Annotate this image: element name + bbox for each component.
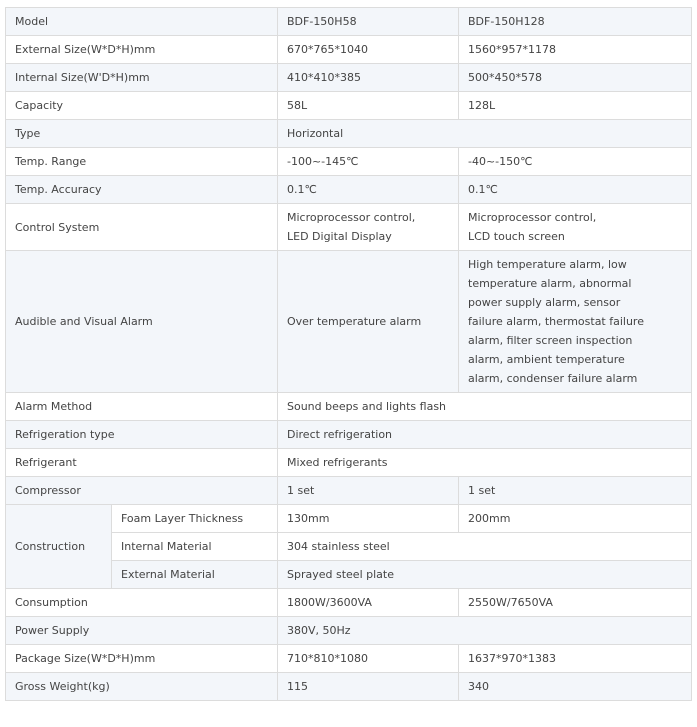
spec-label: Refrigerant: [6, 449, 278, 477]
spec-value-h58: -100~-145℃: [278, 148, 459, 176]
spec-value-h128: -40~-150℃: [459, 148, 692, 176]
spec-value-h58: 115: [278, 673, 459, 701]
spec-value-h58: 130mm: [278, 505, 459, 533]
spec-label: Control System: [6, 204, 278, 251]
spec-row-power-supply: [6, 617, 692, 645]
value-line: Microprocessor control,: [468, 211, 597, 224]
spec-value-h58: 1 set: [278, 477, 459, 505]
spec-value-h58: [278, 204, 459, 251]
spec-sublabel: External Material: [112, 561, 278, 589]
spec-value-shared: Direct refrigeration: [278, 421, 692, 449]
spec-label: Refrigeration type: [6, 421, 278, 449]
spec-row-type: [6, 120, 692, 148]
spec-label: Audible and Visual Alarm: [6, 251, 278, 393]
spec-value-shared: Mixed refrigerants: [278, 449, 692, 477]
spec-row-refrigerant: [6, 449, 692, 477]
spec-row-external-size: [6, 36, 692, 64]
value-line: High temperature alarm, low: [468, 258, 627, 271]
value-line: alarm, filter screen inspection: [468, 334, 633, 347]
spec-value-h58: Over temperature alarm: [278, 251, 459, 393]
spec-value-shared: 304 stainless steel: [278, 533, 692, 561]
spec-row-compressor: [6, 477, 692, 505]
spec-label: Temp. Range: [6, 148, 278, 176]
spec-value-h128: BDF-150H128: [459, 8, 692, 36]
spec-label: Alarm Method: [6, 393, 278, 421]
spec-row-internal-size: [6, 64, 692, 92]
spec-row-model: [6, 8, 692, 36]
spec-table: [5, 7, 692, 701]
spec-row-construction-foam: [6, 505, 692, 533]
spec-row-consumption: [6, 589, 692, 617]
spec-label: Model: [6, 8, 278, 36]
spec-label: Compressor: [6, 477, 278, 505]
spec-value-h58: BDF-150H58: [278, 8, 459, 36]
spec-value-h128: [459, 251, 692, 393]
spec-row-gross-weight: [6, 673, 692, 701]
spec-row-control-system: [6, 204, 692, 251]
value-line: LCD touch screen: [468, 230, 565, 243]
value-line: failure alarm, thermostat failure: [468, 315, 644, 328]
spec-label: Power Supply: [6, 617, 278, 645]
spec-value-h58: 0.1℃: [278, 176, 459, 204]
spec-value-h128: 1637*970*1383: [459, 645, 692, 673]
spec-value-h128: 340: [459, 673, 692, 701]
spec-value-h58: 410*410*385: [278, 64, 459, 92]
spec-row-alarm-method: [6, 393, 692, 421]
value-line: power supply alarm, sensor: [468, 296, 621, 309]
spec-row-package-size: [6, 645, 692, 673]
spec-value-h128: 500*450*578: [459, 64, 692, 92]
spec-label: Capacity: [6, 92, 278, 120]
spec-value-h128: 0.1℃: [459, 176, 692, 204]
spec-value-h128: 128L: [459, 92, 692, 120]
spec-label: Internal Size(W'D*H)mm: [6, 64, 278, 92]
spec-value-shared: 380V, 50Hz: [278, 617, 692, 645]
spec-sublabel: Foam Layer Thickness: [112, 505, 278, 533]
value-line: alarm, condenser failure alarm: [468, 372, 638, 385]
spec-value-h58: 58L: [278, 92, 459, 120]
spec-label: Consumption: [6, 589, 278, 617]
value-line: temperature alarm, abnormal: [468, 277, 632, 290]
value-line: LED Digital Display: [287, 230, 392, 243]
spec-value-h128: 2550W/7650VA: [459, 589, 692, 617]
spec-value-h58: 1800W/3600VA: [278, 589, 459, 617]
spec-label: Temp. Accuracy: [6, 176, 278, 204]
spec-label: Type: [6, 120, 278, 148]
spec-row-alarm: [6, 251, 692, 393]
spec-label-construction: Construction: [6, 505, 112, 589]
spec-value-h128: 200mm: [459, 505, 692, 533]
spec-label: External Size(W*D*H)mm: [6, 36, 278, 64]
spec-value-h128: [459, 204, 692, 251]
spec-value-shared: Sound beeps and lights flash: [278, 393, 692, 421]
spec-label: Package Size(W*D*H)mm: [6, 645, 278, 673]
spec-value-h128: 1560*957*1178: [459, 36, 692, 64]
spec-row-capacity: [6, 92, 692, 120]
value-line: Microprocessor control,: [287, 211, 416, 224]
spec-label: Gross Weight(kg): [6, 673, 278, 701]
value-line: alarm, ambient temperature: [468, 353, 625, 366]
spec-row-temp-accuracy: [6, 176, 692, 204]
spec-value-h58: 670*765*1040: [278, 36, 459, 64]
spec-row-refrigeration-type: [6, 421, 692, 449]
spec-row-temp-range: [6, 148, 692, 176]
spec-value-h58: 710*810*1080: [278, 645, 459, 673]
spec-sublabel: Internal Material: [112, 533, 278, 561]
spec-value-shared: Sprayed steel plate: [278, 561, 692, 589]
spec-value-h128: 1 set: [459, 477, 692, 505]
spec-value-shared: Horizontal: [278, 120, 692, 148]
